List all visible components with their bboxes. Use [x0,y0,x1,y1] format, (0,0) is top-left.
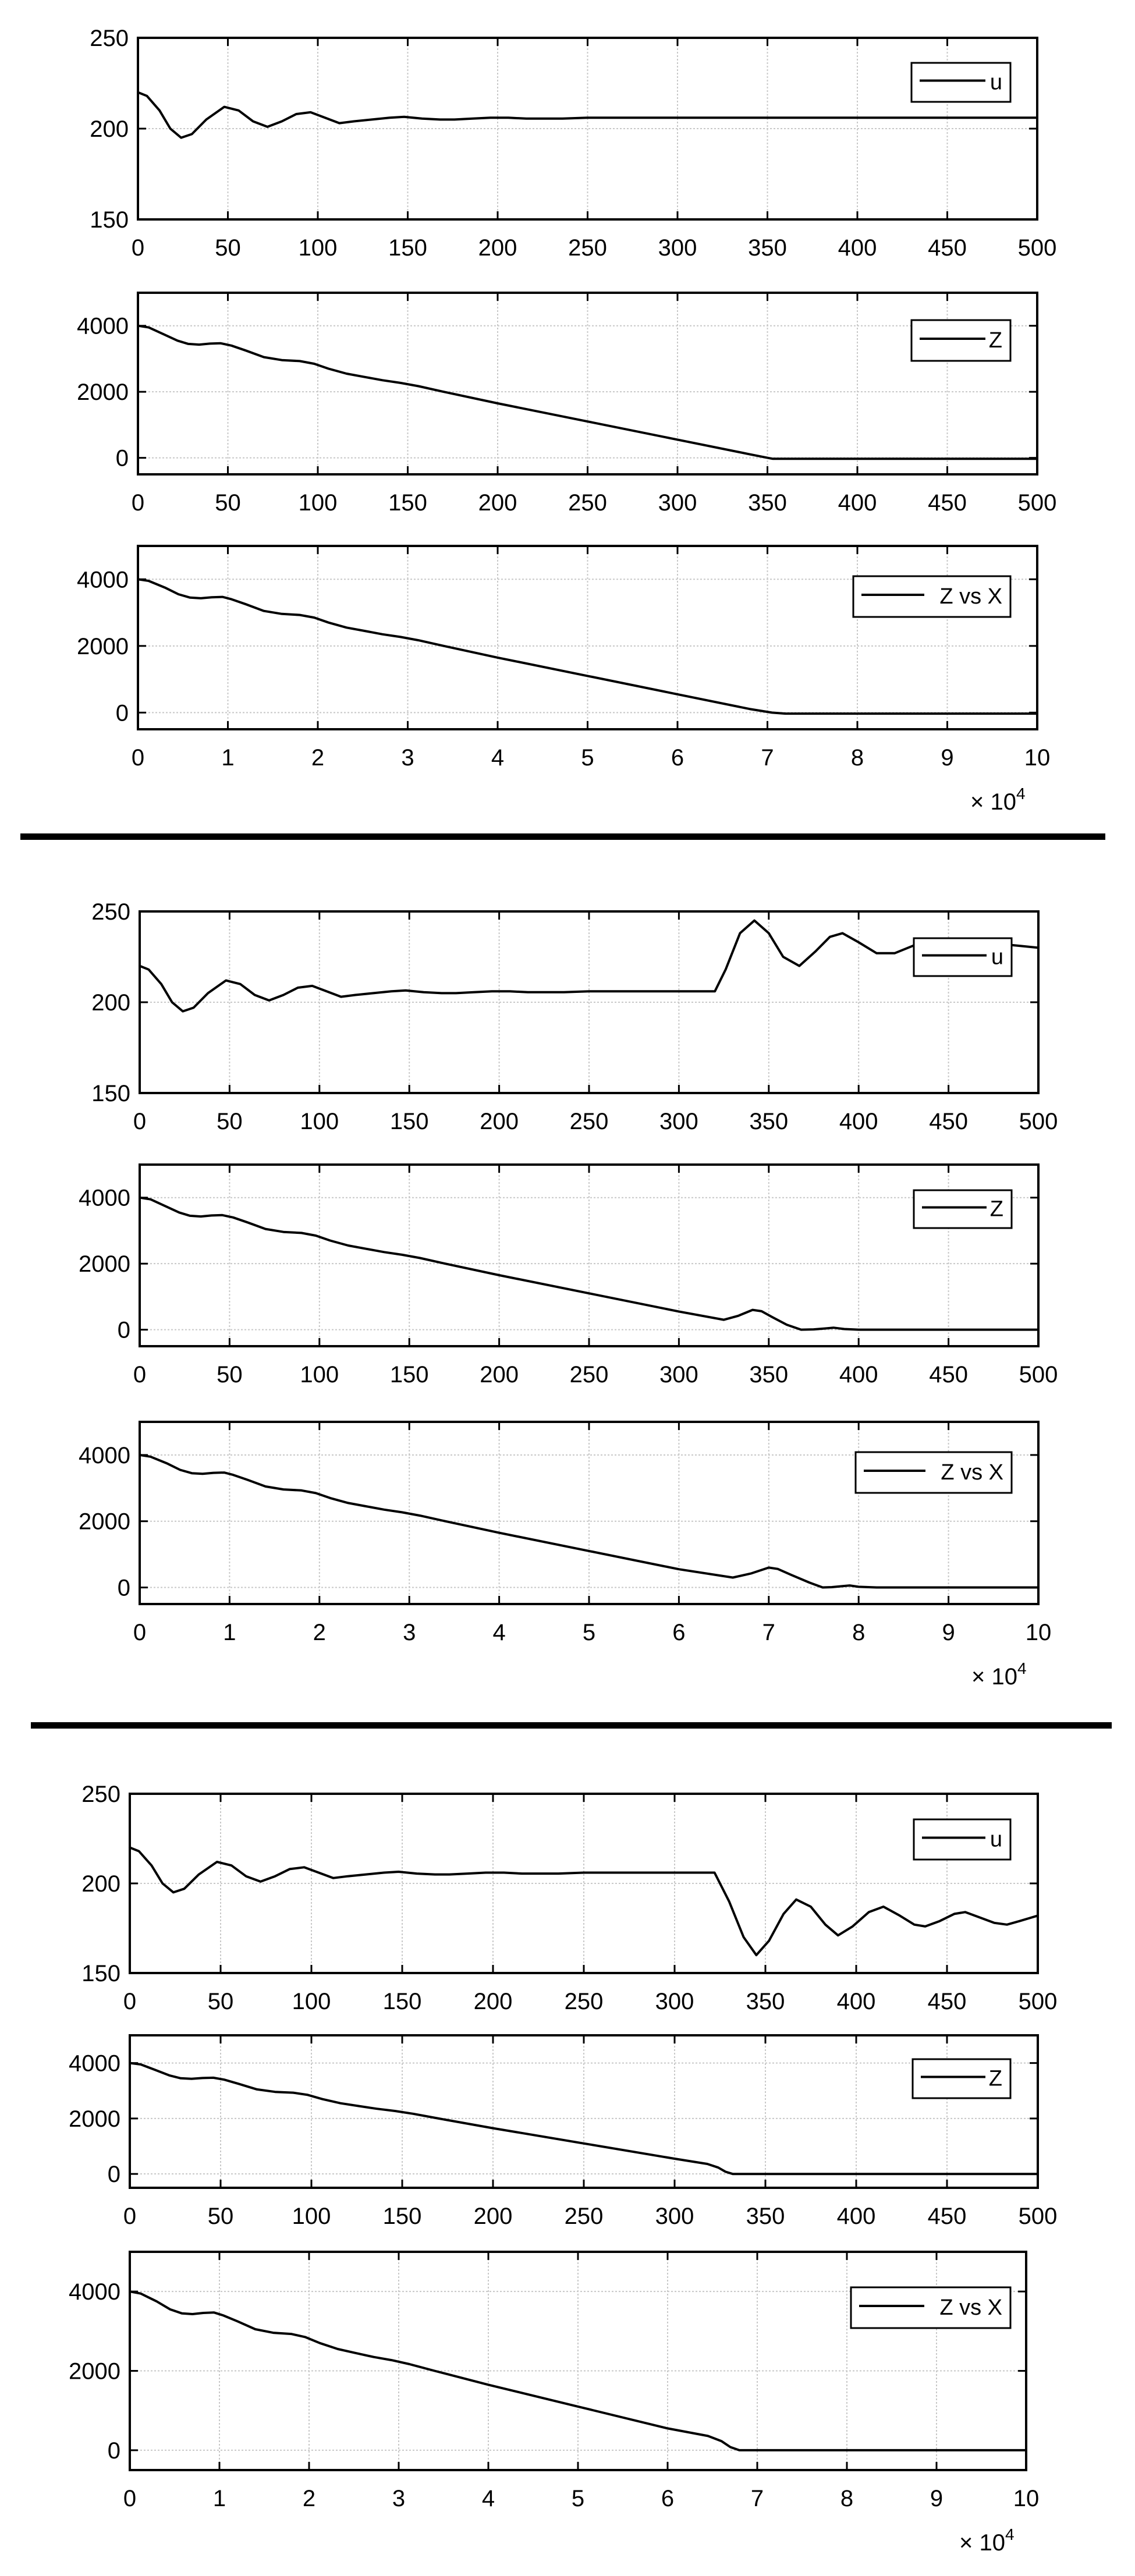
x-tick-label: 450 [927,2204,967,2229]
grid-lines [130,1794,1038,1973]
x-tick-label: 300 [655,1989,694,2014]
grid-lines [130,2252,1026,2470]
x-tick-label: 8 [852,1620,866,1645]
x-tick-label: 1 [221,745,235,771]
x-tick-label: 450 [928,490,967,516]
x-tick-label: 4 [481,2486,495,2511]
chart-panel-g2-u [91,899,1058,1134]
x-tick-label: 400 [839,1362,878,1388]
y-tick-label: 150 [81,1961,120,1986]
x-tick-label: 2 [302,2486,316,2511]
grid-lines [140,1165,1038,1346]
x-tick-label: 0 [131,235,145,261]
y-tick-label: 200 [90,116,129,142]
legend [914,1819,1010,1860]
legend-label: Z vs X [941,1460,1003,1485]
legend-label: u [989,1827,1002,1852]
legend-label: Z [988,328,1002,353]
x-tick-label: 5 [582,1620,596,1645]
x-tick-label: 250 [568,235,607,261]
legend-label: Z [989,1197,1003,1222]
y-tick-label: 2000 [79,1251,130,1278]
chart-panel-g1-u [90,26,1056,261]
legend [913,2059,1010,2098]
x-tick-label: 0 [133,1362,147,1388]
x-tick-label: 0 [133,1620,147,1645]
x-tick-label: 50 [207,1989,234,2014]
x-tick-label: 250 [568,490,607,516]
y-tick-label: 2000 [77,633,129,659]
x-tick-label: 450 [929,1362,968,1388]
x-tick-label: 4 [492,1620,506,1645]
x-tick-label: 300 [658,490,697,516]
x-tick-label: 500 [1017,490,1057,516]
y-tick-label: 2000 [69,2358,120,2385]
x-tick-label: 10 [1025,1620,1052,1645]
x-tick-label: 9 [942,1620,955,1645]
x-axis-multiplier: × $10^4$ [970,785,1026,815]
x-tick-label: 6 [661,2486,675,2511]
chart-panel-g3-z [69,2035,1057,2229]
x-tick-label: 350 [749,1362,789,1388]
y-tick-label: 4000 [69,2279,120,2305]
x-tick-label: 400 [836,2204,876,2229]
x-tick-label: 100 [292,1989,331,2014]
x-tick-label: 100 [298,490,338,516]
x-tick-label: 350 [748,235,787,261]
x-tick-label: 6 [672,1620,686,1645]
y-axis-ticks [91,899,1038,1106]
x-tick-label: 150 [388,235,427,261]
y-tick-label: 2000 [77,379,129,406]
x-tick-label: 3 [403,1620,416,1645]
x-tick-label: 400 [836,1989,876,2014]
grid-lines [138,38,1037,219]
x-tick-label: 250 [569,1109,609,1134]
x-tick-label: 150 [389,1109,429,1134]
grid-lines [140,911,1038,1093]
x-tick-label: 250 [564,2204,604,2229]
x-tick-label: 50 [215,490,241,516]
y-axis-ticks [90,26,1037,233]
x-tick-label: 500 [1018,2204,1058,2229]
x-tick-label: 400 [838,235,877,261]
x-tick-label: 8 [840,2486,854,2511]
x-tick-label: 450 [927,1989,967,2014]
x-tick-label: 3 [401,745,414,771]
y-tick-label: 250 [90,26,129,51]
legend [911,320,1010,361]
chart-panel-g3-zvsx [69,2252,1039,2556]
x-tick-label: 500 [1019,1109,1058,1134]
x-tick-label: 7 [750,2486,764,2511]
y-tick-label: 150 [90,207,129,233]
x-tick-label: 9 [930,2486,944,2511]
x-tick-label: 100 [300,1109,339,1134]
y-tick-label: 250 [91,899,130,925]
legend [914,1190,1012,1228]
x-tick-label: 250 [569,1362,609,1388]
y-tick-label: 0 [107,2162,120,2188]
chart-panel-g2-z [79,1165,1058,1388]
y-tick-label: 2000 [79,1509,130,1535]
x-tick-label: 0 [123,1989,137,2014]
y-tick-label: 0 [107,2437,120,2464]
x-tick-label: 200 [478,235,517,261]
legend [851,2287,1010,2328]
legend [914,938,1012,976]
x-tick-label: 350 [749,1109,789,1134]
chart-panel-g2-zvsx [79,1422,1051,1690]
y-tick-label: 200 [91,990,130,1016]
x-tick-label: 0 [133,1109,147,1134]
x-axis-multiplier: × $10^4$ [971,1659,1027,1690]
x-tick-label: 500 [1019,1362,1058,1388]
legend-label: Z [988,2066,1002,2091]
y-tick-label: 2000 [69,2106,120,2132]
x-tick-label: 1 [223,1620,236,1645]
x-tick-label: 7 [761,745,774,771]
x-tick-label: 7 [762,1620,775,1645]
x-tick-label: 200 [473,2204,513,2229]
x-tick-label: 3 [392,2486,406,2511]
y-tick-label: 4000 [79,1442,130,1468]
x-tick-label: 50 [217,1109,243,1134]
y-tick-label: 0 [115,445,129,471]
group-separator-2 [31,1722,1112,1729]
group-separator-1 [20,833,1105,840]
x-tick-label: 150 [382,1989,422,2014]
legend [911,63,1010,102]
legend-label: Z vs X [939,2295,1002,2320]
x-tick-label: 200 [480,1362,519,1388]
x-tick-label: 5 [581,745,594,771]
x-tick-label: 400 [839,1109,878,1134]
x-tick-label: 300 [659,1109,698,1134]
x-tick-label: 50 [207,2204,234,2229]
x-tick-label: 200 [473,1989,513,2014]
x-axis-multiplier: × $10^4$ [959,2525,1015,2556]
x-tick-label: 1 [212,2486,226,2511]
x-tick-label: 100 [298,235,338,261]
x-tick-label: 100 [292,2204,331,2229]
x-tick-label: 150 [382,2204,422,2229]
y-tick-label: 200 [81,1871,120,1897]
x-tick-label: 4 [491,745,505,771]
x-tick-label: 9 [941,745,954,771]
chart-panel-g1-z [77,293,1056,516]
x-tick-label: 0 [123,2204,137,2229]
x-tick-label: 300 [655,2204,694,2229]
x-tick-label: 450 [929,1109,968,1134]
x-tick-label: 200 [478,490,517,516]
x-tick-label: 500 [1018,1989,1058,2014]
x-tick-label: 350 [746,1989,785,2014]
legend-label: u [991,945,1003,970]
x-tick-label: 5 [571,2486,585,2511]
x-tick-label: 50 [215,235,241,261]
x-tick-label: 250 [564,1989,604,2014]
x-tick-label: 150 [389,1362,429,1388]
y-tick-label: 150 [91,1081,130,1106]
x-tick-label: 0 [131,745,145,771]
x-tick-label: 300 [658,235,697,261]
y-tick-label: 4000 [79,1185,130,1211]
x-tick-label: 2 [311,745,325,771]
legend-label: u [989,70,1002,95]
grid-lines [138,293,1037,474]
legend-label: Z vs X [939,584,1002,609]
x-tick-label: 450 [928,235,967,261]
legend [856,1452,1012,1493]
x-tick-label: 400 [838,490,877,516]
grid-lines [130,2035,1038,2188]
x-tick-label: 2 [313,1620,326,1645]
y-tick-label: 0 [117,1317,130,1343]
x-tick-label: 300 [659,1362,698,1388]
x-tick-label: 150 [388,490,427,516]
grid-lines [138,546,1037,729]
x-tick-label: 50 [217,1362,243,1388]
x-tick-label: 6 [671,745,684,771]
x-tick-label: 100 [300,1362,339,1388]
chart-panel-g3-u [81,1782,1057,2014]
y-tick-label: 250 [81,1782,120,1807]
legend [853,576,1010,617]
grid-lines [140,1422,1038,1604]
y-tick-label: 4000 [69,2050,120,2077]
y-tick-label: 4000 [77,567,129,593]
x-tick-label: 350 [746,2204,785,2229]
x-tick-label: 200 [480,1109,519,1134]
x-tick-label: 0 [131,490,145,516]
y-tick-label: 0 [115,700,129,726]
x-tick-label: 8 [850,745,864,771]
x-tick-label: 350 [748,490,787,516]
x-tick-label: 10 [1024,745,1051,771]
y-tick-label: 4000 [77,313,129,339]
y-tick-label: 0 [117,1575,130,1601]
chart-panel-g1-zvsx [77,546,1050,815]
x-tick-label: 500 [1017,235,1057,261]
x-tick-label: 10 [1013,2486,1040,2511]
x-tick-label: 0 [123,2486,137,2511]
